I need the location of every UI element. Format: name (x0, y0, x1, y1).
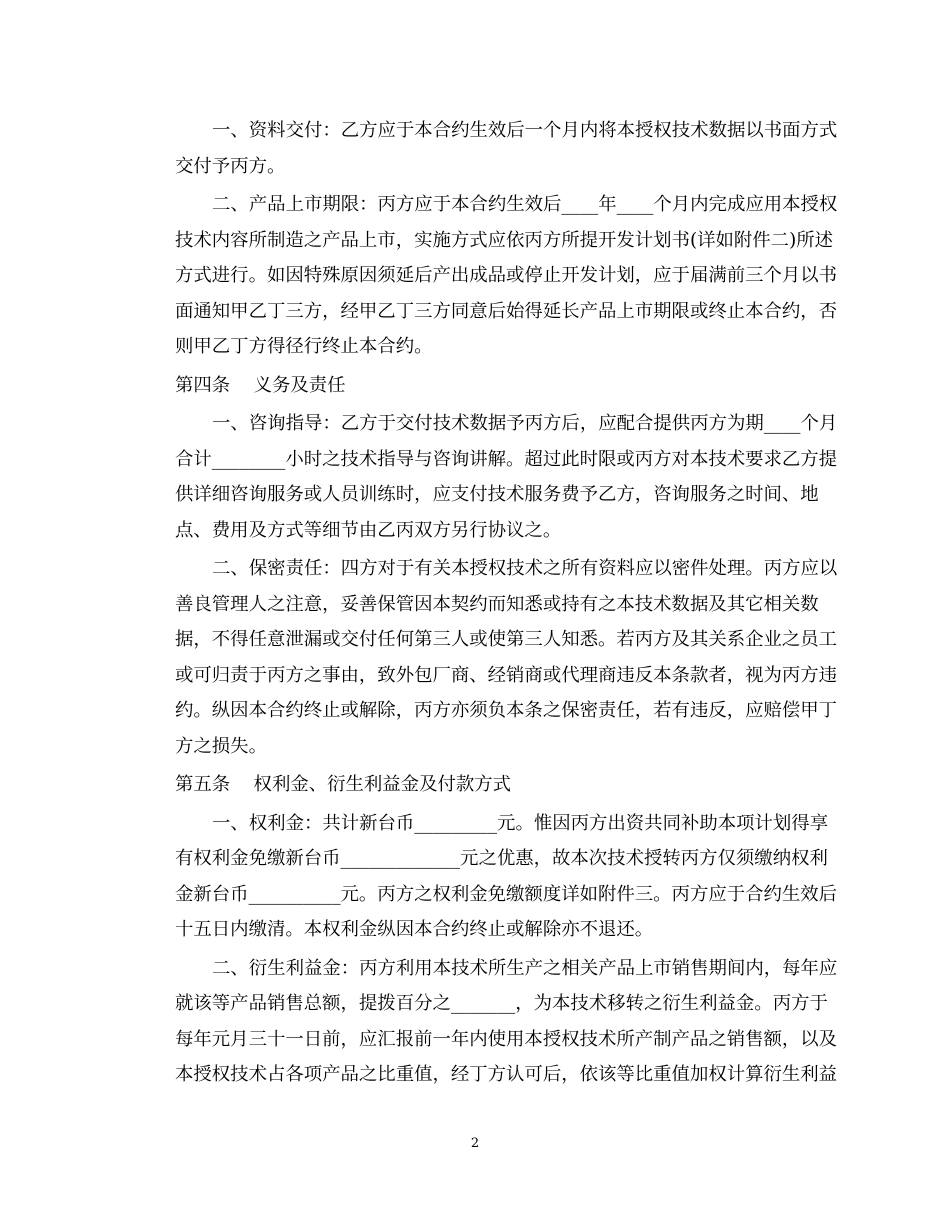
text-line: 方式进行。如因特殊原因须延后产出成品或停止开发计划，应于届满前三个月以书 (175, 265, 838, 286)
text-line: 一、权利金：共计新台币_________元。惟因丙方出资共同补助本项计划得享 (212, 812, 829, 834)
text-line: 一、咨询指导：乙方于交付技术数据予丙方后，应配合提供丙方为期____个月 (212, 413, 838, 434)
text-line: 二、衍生利益金：丙方利用本技术所生产之相关产品上市销售期间内，每年应 (212, 957, 838, 979)
text-line: 面通知甲乙丁三方，经甲乙丁三方同意后始得延长产品上市期限或终止本合约，否 (175, 300, 838, 322)
text-line: 供详细咨询服务或人员训练时，应支付技术服务费予乙方，咨询服务之时间、地 (175, 484, 819, 505)
text-line: 交付予丙方。 (175, 155, 286, 177)
text-line: 约。纵因本合约终止或解除，丙方亦须负本条之保密责任，若有违反，应赔偿甲丁 (175, 700, 838, 721)
paragraph-consulting (138, 406, 838, 548)
article-4-heading: 第四条 义务及责任 (175, 374, 346, 396)
text-line: 点、费用及方式等细节由乙丙双方另行协议之。 (175, 519, 562, 541)
text-line: 方之损失。 (175, 735, 267, 757)
text-line: 金新台币__________元。丙方之权利金免缴额度详如附件三。丙方应于合约生效后 (175, 883, 838, 905)
paragraph-product-launch (138, 187, 838, 365)
text-line: 技术内容所制造之产品上市，实施方式应依丙方所提开发计划书(详如附件二)所述 (175, 229, 834, 251)
paragraph-material-delivery (138, 113, 838, 184)
paragraph-confidentiality (138, 551, 838, 764)
text-line: 一、资料交付：乙方应于本合约生效后一个月内将本授权技术数据以书面方式 (212, 120, 838, 141)
paragraph-royalty (138, 806, 838, 948)
text-line: 本授权技术占各项产品之比重值，经丁方认可后，依该等比重值加权计算衍生利益 (175, 1064, 838, 1085)
text-line: 十五日内缴清。本权利金纵因本合约终止或解除亦不退还。 (175, 919, 654, 940)
page-number: 2 (470, 1136, 480, 1151)
text-line: 每年元月三十一日前，应汇报前一年内使用本授权技术所产制产品之销售额，以及 (175, 1028, 838, 1050)
text-line: 或可归责于丙方之事由，致外包厂商、经销商或代理商违反本条款者，视为丙方违 (175, 664, 838, 686)
text-line: 据，不得任意泄漏或交付任何第三人或使第三人知悉。若丙方及其关系企业之员工 (175, 629, 838, 650)
text-line: 有权利金免缴新台币_____________元之优惠，故本次技术授转丙方仅须缴纳权利 (175, 848, 828, 869)
document-body (138, 113, 838, 1093)
text-line: 二、产品上市期限：丙方应于本合约生效后____年____个月内完成应用本授权 (212, 194, 838, 215)
text-line: 善良管理人之注意，妥善保管因本契约而知悉或持有之本技术数据及其它相关数 (175, 593, 819, 615)
article-5-heading: 第五条 权利金、衍生利益金及付款方式 (175, 774, 512, 795)
text-line: 合计________小时之技术指导与咨询讲解。超过此时限或丙方对本技术要求乙方提 (175, 448, 838, 470)
text-line: 就该等产品销售总额，提拨百分之_______，为本技术移转之衍生利益金。丙方于 (175, 993, 828, 1014)
text-line: 二、保密责任：四方对于有关本授权技术之所有资料应以密件处理。丙方应以 (212, 558, 838, 579)
paragraph-derivative-benefit (138, 951, 838, 1093)
text-line: 则甲乙丁方得径行终止本合约。 (175, 336, 433, 357)
